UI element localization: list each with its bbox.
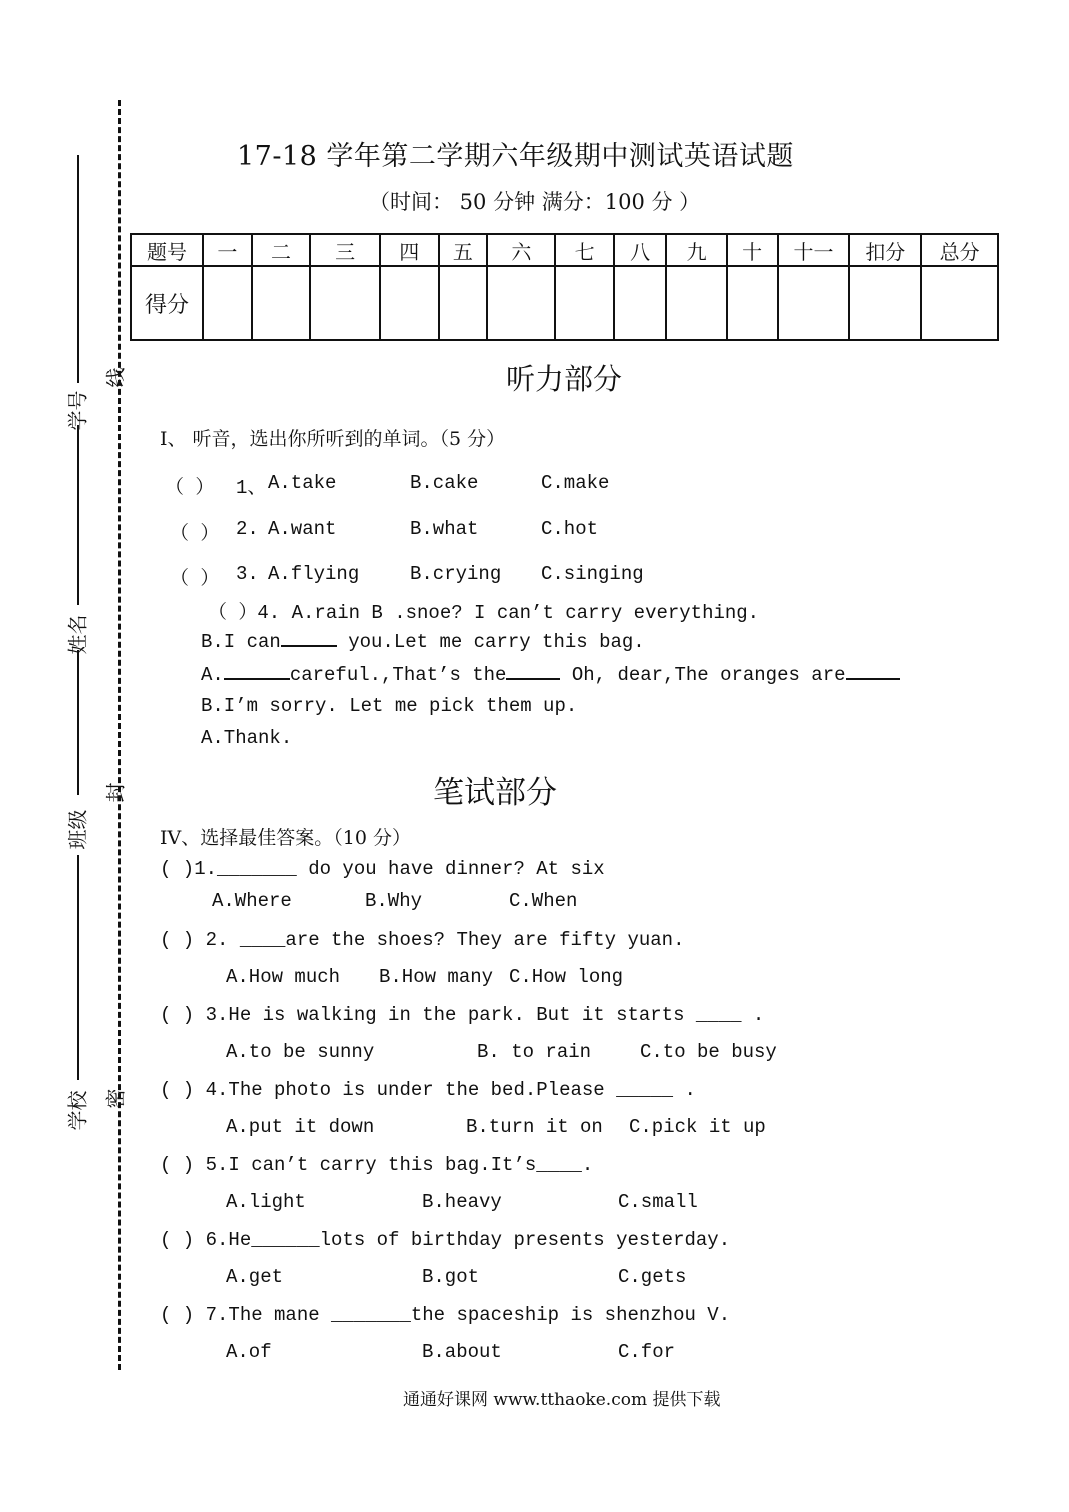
blank[interactable] [846,662,900,680]
dialog-text: you.Let me carry this bag. [336,631,645,653]
option-c: C.singing [541,563,644,585]
header-cell: 八 [614,234,667,266]
seal-word-secret: 密 [103,1088,128,1109]
option-a: A.flying [268,563,360,585]
option-c: C.hot [541,518,599,540]
header-cell: 九 [666,234,726,266]
dialog-text: Oh, dear,The oranges are [560,664,846,686]
header-cell: 四 [380,234,438,266]
question-4: ( ) 4.The photo is under the bed.Please _____ . [160,1079,696,1101]
score-cell[interactable] [778,266,850,340]
option-c: C.When [509,890,578,912]
score-cell[interactable] [666,266,726,340]
listening-item-number: 2. [236,518,259,540]
option-b: B.turn it on [466,1116,603,1138]
listening-heading: 听力部分 [506,362,623,396]
option-b: B.crying [410,563,502,585]
option-a: A.put it down [226,1116,375,1138]
name-label: 姓名 [65,614,90,655]
dialog-text: B.I can [201,631,281,653]
written-heading: 笔试部分 [433,775,557,811]
exam-info: （时间： 50 分钟 满分：100 分 ） [369,190,701,214]
footer-credit: 通通好课网 www.tthaoke.com 提供下载 [403,1390,721,1410]
section-4-title: IV、选择最佳答案。（10 分） [160,827,411,849]
option-a: A.want [268,518,337,540]
school-line [77,855,79,1080]
student-id-label: 学号 [65,390,90,431]
score-cell[interactable] [849,266,921,340]
option-b: B.cake [410,472,479,494]
question-5: ( ) 5.I can’t carry this bag.It’s____. [160,1154,594,1176]
question-6: ( ) 6.He______lots of birthday presents yesterday. [160,1229,731,1251]
option-c: C.pick it up [629,1116,766,1138]
option-b: B.heavy [422,1191,502,1213]
page-title: 17-18 学年第二学期六年级期中测试英语试题 [237,141,794,172]
option-a: A.light [226,1191,306,1213]
score-cell[interactable] [252,266,310,340]
header-cell: 十 [727,234,778,266]
listening-item-paren[interactable]: （ ） [170,523,220,545]
blank[interactable] [224,662,290,680]
option-a: A.Where [212,890,292,912]
score-cell[interactable] [555,266,613,340]
score-table-header-row [131,234,998,266]
listening-item-paren[interactable]: （ ） [165,477,215,499]
name-line [77,425,79,605]
header-cell: 六 [487,234,555,266]
header-cell: 题号 [131,234,203,266]
option-c: C.small [618,1191,698,1213]
seal-word-line: 线 [103,367,128,388]
dialog-text: careful.,That’s the [289,664,507,686]
listening-item-number: 1、 [236,477,267,499]
dialog-line-3: B.I’m sorry. Let me pick them up. [201,695,578,717]
class-line [77,650,79,795]
score-cell[interactable] [487,266,555,340]
option-c: C.for [618,1341,676,1363]
score-cell[interactable] [203,266,252,340]
dialog-line-2 [201,662,900,686]
header-cell: 二 [252,234,310,266]
option-c: C.How long [509,966,624,988]
listening-item-paren[interactable]: （ ） [170,568,220,590]
question-1: ( )1._______ do you have dinner? At six [160,858,605,880]
binding-dashed-line [118,100,121,1370]
option-a: A.take [268,472,337,494]
class-label: 班级 [65,809,90,850]
option-b: B.How many [379,966,494,988]
option-a: A.How much [226,966,341,988]
listening-item-4: （ ）4. A.rain B .snoe? I can’t carry everything. [208,602,760,624]
blank[interactable] [506,662,560,680]
dialog-text: A. [201,664,224,686]
score-cell[interactable] [921,266,998,340]
option-b: B.about [422,1341,502,1363]
question-3: ( ) 3.He is walking in the park. But it starts ____ . [160,1004,765,1026]
score-table [130,233,999,341]
score-cell[interactable] [439,266,488,340]
score-table-score-row [131,266,998,340]
listening-item-number: 3. [236,563,259,585]
blank[interactable] [281,629,337,647]
question-2: ( ) 2. ____are the shoes? They are fifty yuan. [160,929,685,951]
dialog-line-1 [201,629,645,653]
option-b: B.what [410,518,479,540]
score-cell[interactable] [310,266,380,340]
header-cell: 一 [203,234,252,266]
dialog-line-4: A.Thank. [201,727,293,749]
option-a: A.of [226,1341,272,1363]
option-b: B.Why [365,890,423,912]
score-cell[interactable] [727,266,778,340]
option-a: A.get [226,1266,284,1288]
option-b: B.got [422,1266,480,1288]
header-cell: 五 [439,234,488,266]
section-1-title: I、 听音，选出你所听到的单词。（5 分） [160,428,506,450]
option-a: A.to be sunny [226,1041,375,1063]
header-cell: 三 [310,234,380,266]
header-cell: 七 [555,234,613,266]
header-cell: 扣分 [849,234,921,266]
score-cell[interactable] [380,266,438,340]
question-7: ( ) 7.The mane _______the spaceship is shenzhou V. [160,1304,731,1326]
seal-word-seal: 封 [103,782,128,803]
header-cell: 总分 [921,234,998,266]
option-c: C.to be busy [640,1041,777,1063]
header-cell: 十一 [778,234,850,266]
score-row-label: 得分 [131,266,203,340]
student-id-line [77,155,79,383]
option-b: B. to rain [477,1041,592,1063]
option-c: C.make [541,472,610,494]
score-cell[interactable] [614,266,667,340]
option-c: C.gets [618,1266,687,1288]
school-label: 学校 [65,1090,90,1131]
